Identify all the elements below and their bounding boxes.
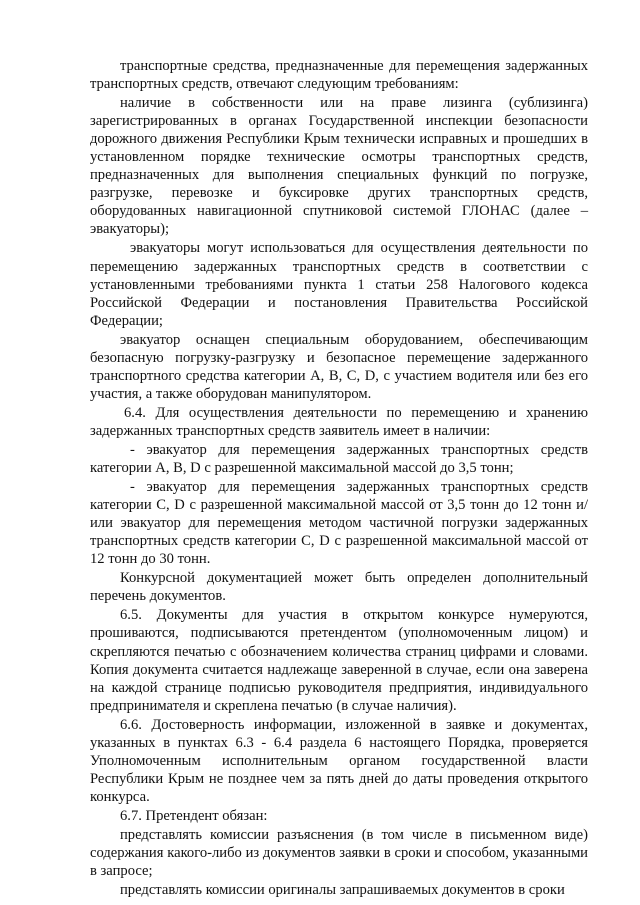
paragraph: 6.5. Документы для участия в открытом конкурсе нумеруются, прошиваются, подписываются претендентом (уполномоченным лицом) и скрепляются печатью с обозначением количества страниц цифрами и словами. Копия документа считается надлежаще заверенной в случае, если она заверена на каждой странице подписью руководителя предприятия, индивидуального предпринимателя и скреплена печатью (в случае наличия). xyxy=(90,607,588,714)
paragraph: транспортные средства, предназначенные для перемещения задержанных транспортных средств, отвечают следующим требованиям: xyxy=(90,58,588,93)
paragraph: представлять комиссии разъяснения (в том числе в письменном виде) содержания какого-либо из документов заявки в сроки и способом, указанными в запросе; xyxy=(90,826,588,880)
paragraph: наличие в собственности или на праве лизинга (сублизинга) зарегистрированных в органах Государственной инспекции безопасности дорожного движения Республики Крым технически исправных и прошедших в установленном порядке технические осмотры транспортных средств, предназначенных для выполнения специальных функций по погрузке, разгрузке, перевозке и буксировке других транспортных средств, оборудованных навигационной спутниковой системой ГЛОНАС (далее – эвакуаторы); xyxy=(90,95,588,238)
paragraph: представлять комиссии оригиналы запрашиваемых документов в сроки xyxy=(120,882,565,899)
paragraph: 6.4. Для осуществления деятельности по перемещению и хранению задержанных транспортных средств заявитель имеет в наличии: xyxy=(90,404,588,439)
paragraph: - эвакуатор для перемещения задержанных транспортных средств категории А, В, D с разрешенной максимальной массой до 3,5 тонн; xyxy=(90,441,588,477)
paragraph: эвакуаторы могут использоваться для осуществления деятельности по перемещению задержанных транспортных средств в соответствии с установленными требованиями пункта 1 статьи 258 Налогового кодекса Российской Федерации и постановления Правительства Российской Федерации; xyxy=(90,240,588,329)
document-body xyxy=(90,57,588,899)
paragraph: - эвакуатор для перемещения задержанных транспортных средств категории С, D с разрешенной максимальной массой от 3,5 тонн до 12 тонн и/или эвакуатор для перемещения методом частичной погрузки задержанных транспортных средств категории С, D с разрешенной максимальной массой от 12 тонн до 30 тонн. xyxy=(90,479,588,568)
paragraph: 6.6. Достоверность информации, изложенной в заявке и документах, указанных в пунктах 6.3 - 6.4 раздела 6 настоящего Порядка, проверяется Уполномоченным исполнительным органом государственной власти Республики Крым не позднее чем за пять дней до даты проведения открытого конкурса. xyxy=(90,716,588,805)
paragraph: Конкурсной документацией может быть определен дополнительный перечень документов. xyxy=(90,570,588,605)
paragraph: 6.7. Претендент обязан: xyxy=(120,807,268,824)
paragraph: эвакуатор оснащен специальным оборудованием, обеспечивающим безопасную погрузку-разгрузку и безопасное перемещение задержанного транспортного средства категории А, В, С, D, с участием водителя или без его участия, а также оборудован манипулятором. xyxy=(90,331,588,402)
